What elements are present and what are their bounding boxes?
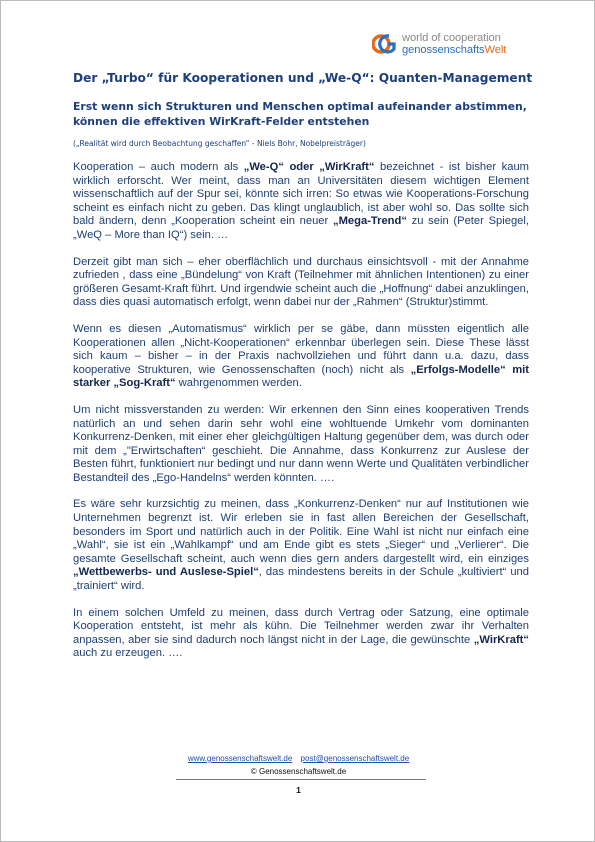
paragraph-2: Derzeit gibt man sich – eher oberflächlich und durchaus einsichtsvoll - mit der Annahme zufrieden , dass eine „Bündelung“ von Kraft (Teilnehmer mit ähnlichen Intentionen) zu einer größeren Gesamt-Kraft führt. Und irgendwie scheint auch die „Hoffnung“ dabei anzuklingen, dass dies quasi automatisch erfolgt, wenn dabei nur der „Rahmen“ (Struktur)stimmt.: [73, 255, 529, 309]
page-title: Der „Turbo“ für Kooperationen und „We-Q“: Quanten-Management: [73, 71, 533, 85]
logo-wordmark: genossenschaftsWelt: [402, 44, 507, 56]
paragraph-1: Kooperation – auch modern als „We-Q“ oder „WirKraft“ bezeichnet - ist bisher kaum wirklich erforscht. Wer meint, dass man an Universitäten diesem wichtigen Element wissenschaftlich auf der Spur sei, könnte sich irren: So etwas wie Kooperations-Forschung scheint es einfach nicht zu geben. Das klingt unglaublich, ist aber wohl so. Das sollte sich bald ändern, denn „Kooperation scheint ein neuer „Mega-Trend“ zu sein (Peter Spiegel, „WeQ – More than IQ“) sein. …: [73, 161, 529, 241]
footer-divider: [176, 779, 426, 780]
paragraph-4: Um nicht missverstanden zu werden: Wir erkennen den Sinn eines kooperativen Trends natürlich an und sehen darin sehr wohl eine wohltuende Umkehr vom dominanten Konkurrenz-Denken, mit einer eher gleichgültigen Haltung gegenüber dem, was durch oder mit dem „"Erwirtschaften“ geschieht. Die Annahme, dass Konkurrenz zur Auslese der Besten führt, funktioniert nur bedingt und nur dann wenn Werte und Qualitäten verbindlicher Bestandteil des „Ego-Handelns“ werden könnten. ….: [73, 403, 529, 484]
genossenschaftswelt-logo: [372, 32, 552, 56]
paragraph-5: Es wäre sehr kurzsichtig zu meinen, dass „Konkurrenz-Denken“ nur auf Institutionen wie Unternehmen begrenzt ist. Wir erleben sie in fast allen Bereichen der Gesellschaft, besonders im Sport und natürlich auch in der Politik. Eine Wahl ist nicht nur einfach eine „Wahl“, sie ist ein „Wahlkampf“ und am Ende gibt es stets „Sieger“ und „Verlierer“. Die gesamte Gesellschaft scheint, auch wenn dies gern anders dargestellt wird, ein einziges „Wettbewerbs- und Auslese-Spiel“, das mindestens bereits in der Schule „kultiviert“ und „trainiert“ wird.: [73, 498, 529, 593]
email-link[interactable]: post@genossenschaftswelt.de: [300, 754, 410, 763]
paragraph-6: In einem solchen Umfeld zu meinen, dass durch Vertrag oder Satzung, eine optimale Kooperation entsteht, ist mehr als kühn. Die Teilnehmer werden zwar ihr Verhalten anpassen, aber sie sind dadurch noch längst nicht in der Lage, die gewünschte „WirKraft“ auch zu erzeugen. ….: [73, 606, 529, 660]
paragraph-3: Wenn es diesen „Automatismus“ wirklich per se gäbe, dann müssten eigentlich alle Kooperationen allen „Nicht-Kooperationen“ erkennbar überlegen sein. Diese These lässt sich kaum – bisher – in der Praxis nachvollziehen und führt dann u.a. dazu, dass kooperative Strukturen, wie Genossenschaften (noch) nicht als „Erfolgs-Modelle“ mit starker „Sog-Kraft“ wahrgenommen werden.: [73, 322, 529, 390]
bohr-quote: („Realität wird durch Beobachtung geschaffen“ - Niels Bohr, Nobelpreisträger): [73, 139, 366, 148]
website-link[interactable]: www.genossenschaftswelt.de: [187, 754, 293, 763]
page-number: 1: [296, 785, 301, 795]
copyright-notice: © Genossenschaftswelt.de: [250, 767, 347, 776]
page-subtitle: Erst wenn sich Strukturen und Menschen optimal aufeinander abstimmen, können die effektiven WirKraft-Felder entstehen: [73, 100, 527, 128]
footer-links: [1, 754, 595, 763]
logo-emblem-icon: [372, 32, 398, 56]
article-body: [73, 161, 529, 674]
logo-tagline: world of cooperation: [402, 32, 501, 44]
